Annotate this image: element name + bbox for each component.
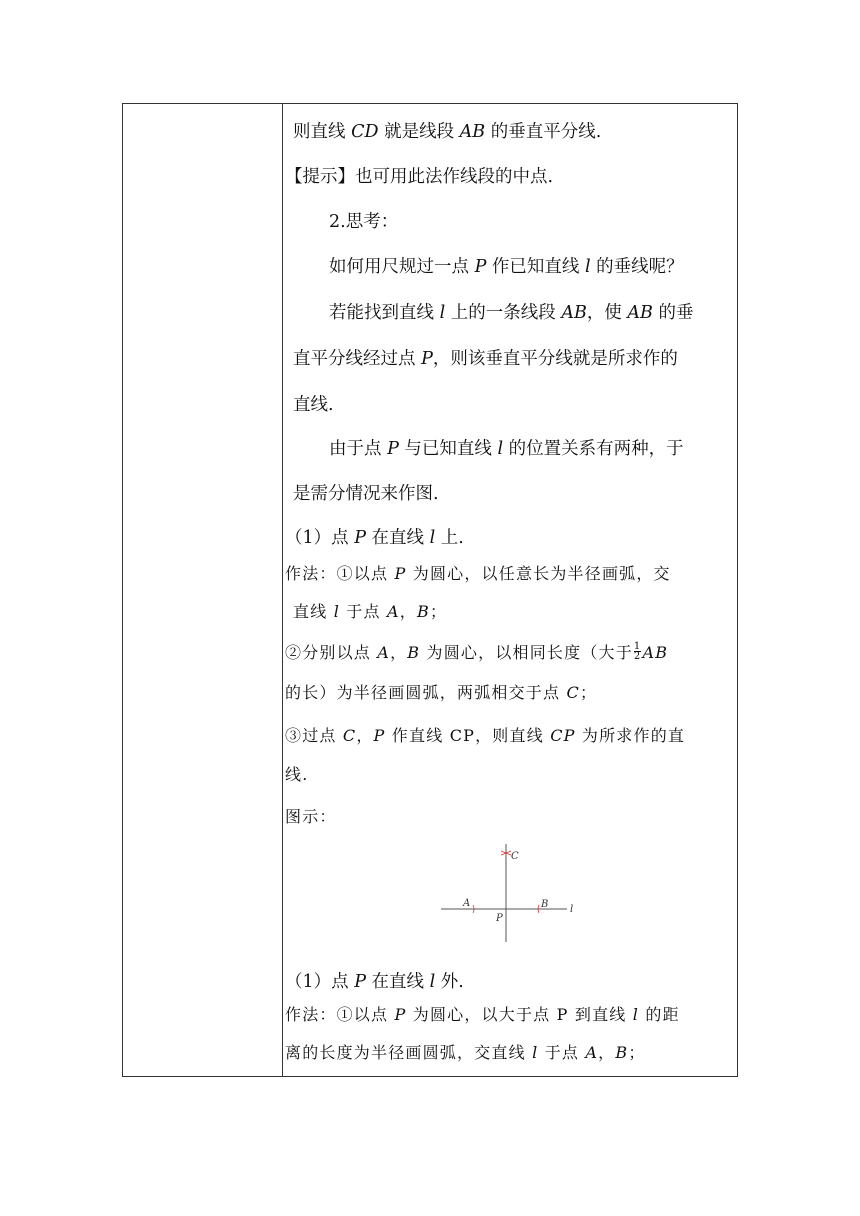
text-line: 作法：①以点 P 为圆心，以任意长为半径画弧，交 bbox=[285, 564, 671, 583]
content-cell bbox=[283, 104, 737, 1076]
label-c: C bbox=[511, 851, 519, 862]
label-a: A bbox=[463, 898, 471, 909]
label-b: B bbox=[541, 899, 549, 910]
section-heading: 2.思考： bbox=[329, 212, 399, 232]
hint-line: 【提示】也可用此法作线段的中点. bbox=[285, 167, 554, 187]
text-line: 由于点 P 与已知直线 l 的位置关系有两种，于 bbox=[329, 439, 684, 459]
text-line: 直线 l 于点 A，B； bbox=[293, 602, 448, 621]
label-l: l bbox=[570, 904, 574, 915]
text-line: 则直线 CD 就是线段 AB 的垂直平分线. bbox=[293, 122, 602, 142]
content-table bbox=[122, 103, 738, 1077]
text-line: 直平分线经过点 P，则该垂直平分线就是所求作的 bbox=[293, 349, 678, 369]
text-line: 直线. bbox=[293, 395, 334, 415]
text-line: 离的长度为半径画圆弧，交直线 l 于点 A，B； bbox=[285, 1043, 646, 1062]
text-line: ②分别以点 A，B 为圆心，以相同长度（大于 $\frac{1}{2}$ AB bbox=[285, 641, 669, 662]
text-line: 作法：①以点 P 为圆心，以大于点 P 到直线 l 的距 bbox=[285, 1005, 680, 1024]
text-line: 若能找到直线 l 上的一条线段 AB，使 AB 的垂 bbox=[329, 303, 694, 323]
text-line: 线. bbox=[285, 765, 309, 784]
text-line: 是需分情况来作图. bbox=[293, 484, 439, 504]
case-heading: （1）点 P 在直线 l 外. bbox=[285, 972, 464, 992]
text-line: 图示： bbox=[285, 807, 337, 826]
text-line: 如何用尺规过一点 P 作已知直线 l 的垂线呢？ bbox=[329, 257, 684, 277]
text-line: 的长）为半径画圆弧，两弧相交于点 C； bbox=[285, 683, 598, 702]
fraction-half: $\frac{1}{2}$ bbox=[633, 641, 642, 662]
perpendicular-construction-figure bbox=[433, 839, 593, 949]
text-line: ③过点 C，P 作直线 CP，则直线 CP 为所求作的直 bbox=[285, 726, 686, 745]
label-p: P bbox=[496, 913, 503, 924]
case-heading: （1）点 P 在直线 l 上. bbox=[285, 528, 464, 548]
